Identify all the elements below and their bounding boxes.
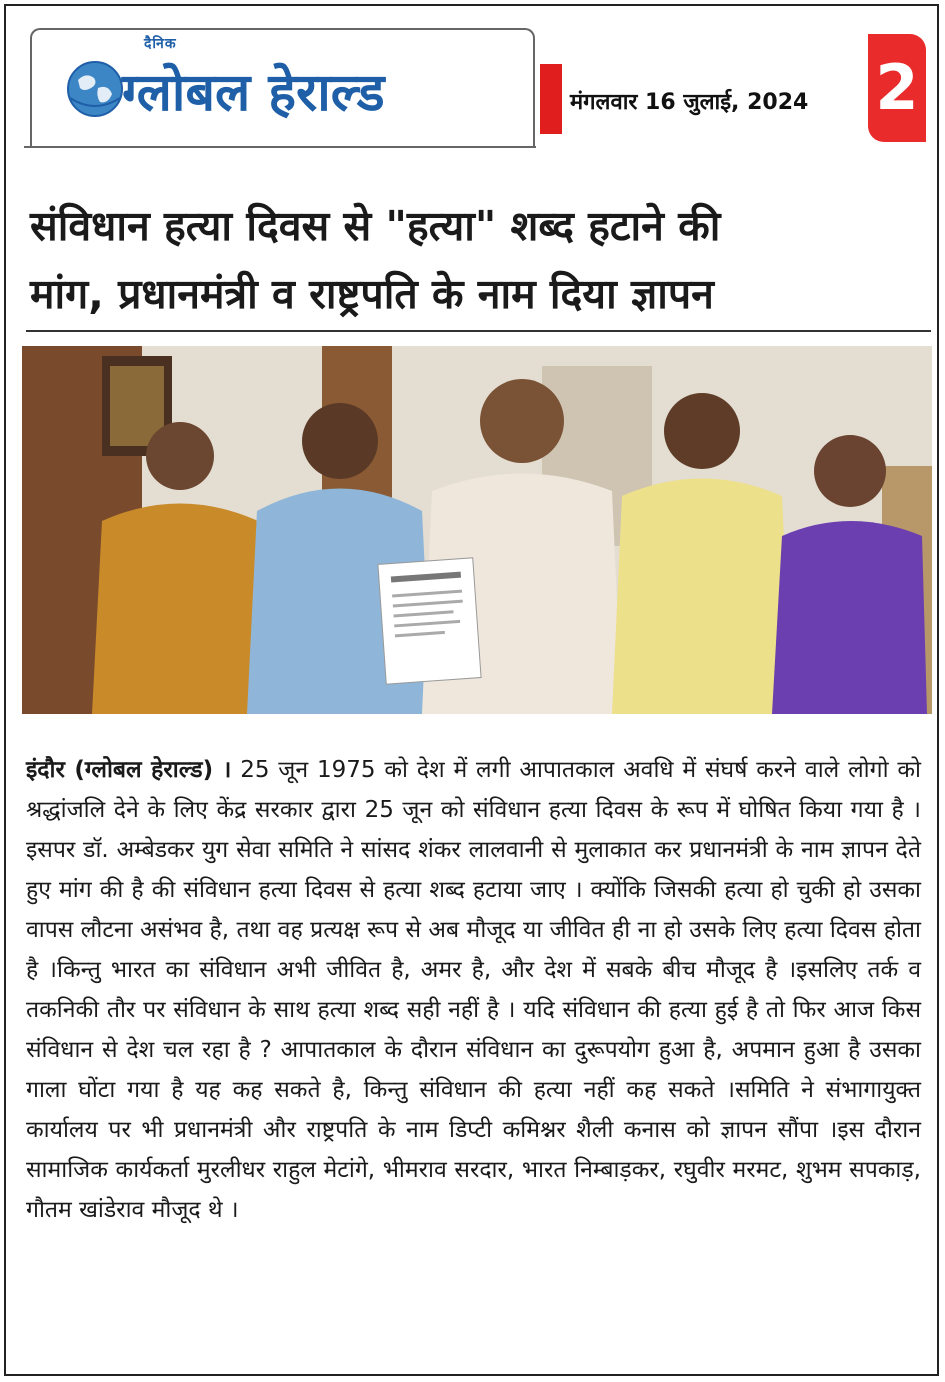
news-photo <box>22 346 932 714</box>
headline <box>30 192 930 328</box>
masthead-prefix: दैनिक <box>144 36 177 52</box>
dateline: मंगलवार 16 जुलाई, 2024 <box>570 90 809 115</box>
page-number: 2 <box>875 51 919 124</box>
story-dateline: इंदौर (ग्लोबल हेराल्ड) । <box>26 757 232 783</box>
globe-logo-icon <box>64 58 126 120</box>
dateline-accent-bar <box>540 64 562 134</box>
headline-rule <box>26 330 931 332</box>
story-text: 25 जून 1975 को देश में लगी आपातकाल अवधि में संघर्ष करने वाले लोगो को श्रद्धांजलि देने के लिए केंद्र सरकार द्वारा 25 जून को संविधान हत्या दिवस के रूप में घोषित किया गया है ।इसपर डॉ. अम्बेडकर युग सेवा समिति ने सांसद शंकर लालवानी से मुलाकात कर प्रधानमंत्री के नाम ज्ञापन देते हुए मांग की है की संविधान हत्या दिवस से हत्या शब्द हटाया जाए । क्योंकि जिसकी हत्या हो चुकी हो उसका वापस लौटना असंभव है, तथा वह प्रत्यक्ष रूप से अब मौजूद या जीवित ही ना हो उसके लिए हत्या दिवस होता है ।किन्तु भारत का संविधान अभी जीवित है, अमर है, और देश में सबके बीच मौजूद है ।इसलिए तर्क व तकनिकी तौर पर संविधान के साथ हत्या शब्द सही नहीं है । यदि संविधान की हत्या हुई है तो फिर आज किस संविधान से देश चल रहा है ? आपातकाल के दौरान संविधान का दुरूपयोग हुआ है, अपमान हुआ है उसका गाला घोंटा गया है यह कह सकते है, किन्तु संविधान की हत्या नहीं कह सकते ।समिति ने संभागायुक्त कार्यालय पर भी प्रधानमंत्री और राष्ट्रपति के नाम डिप्टी कमिश्नर शैली कनास को ज्ञापन सौंपा ।इस दौरान सामाजिक कार्यकर्ता मुरलीधर राहुल मेटांगे, भीमराव सरदार, भारत निम्बाड़कर, रघुवीर मरमट, शुभम सपकाड़, गौतम खांडेराव मौजूद थे । <box>26 757 921 1223</box>
group-photo-memorandum-icon <box>22 346 932 714</box>
headline-line-2: मांग, प्रधानमंत्री व राष्ट्रपति के नाम दिया ज्ञापन <box>30 270 714 318</box>
masthead-brand: ग्लोबल हेराल्ड <box>122 63 385 123</box>
newspaper-page <box>4 4 939 1376</box>
story-body <box>26 750 921 1230</box>
headline-line-1: संविधान हत्या दिवस से "हत्या" शब्द हटाने की <box>30 202 721 250</box>
masthead-rule <box>24 146 536 148</box>
